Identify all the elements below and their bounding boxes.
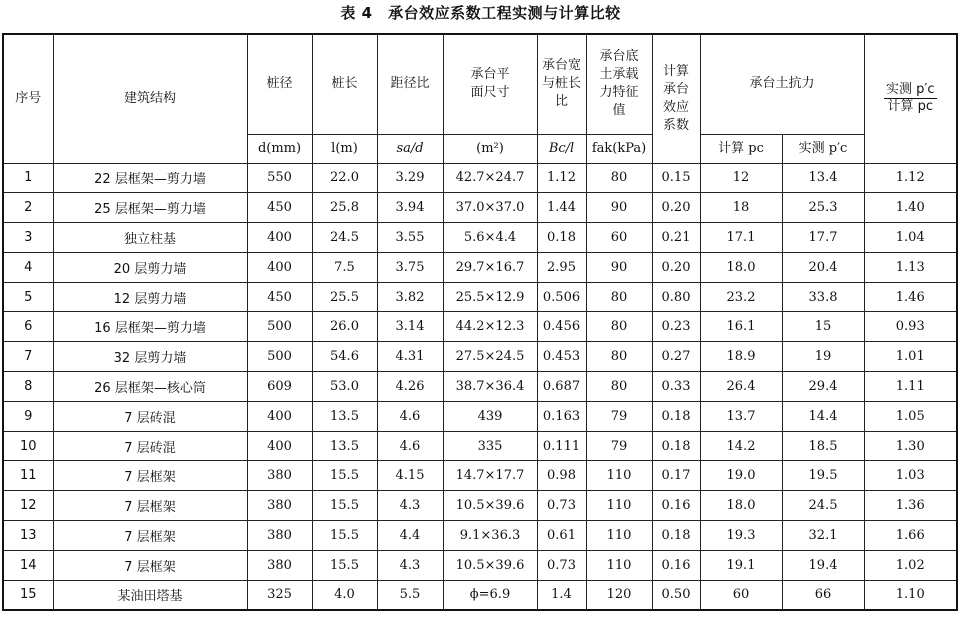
cell-width-ratio: 1.4 xyxy=(537,580,586,610)
cell-ratio: 1.10 xyxy=(864,580,957,610)
table-row xyxy=(3,163,957,193)
table-body xyxy=(3,163,957,610)
header-bearing: 承台底土承载力特征值 xyxy=(586,34,652,134)
cell-pile-length: 26.0 xyxy=(312,312,377,342)
cell-pile-length: 4.0 xyxy=(312,580,377,610)
cell-pile-diameter: 380 xyxy=(247,491,312,521)
cell-meas-pc: 18.5 xyxy=(782,431,864,461)
cell-ratio: 1.46 xyxy=(864,282,957,312)
cell-meas-pc: 19.5 xyxy=(782,461,864,491)
cell-structure: 16 层框架—剪力墙 xyxy=(53,312,247,342)
cell-calc-coef: 0.16 xyxy=(652,491,700,521)
cell-pile-length: 53.0 xyxy=(312,372,377,402)
cell-spacing-ratio: 3.14 xyxy=(377,312,443,342)
cell-structure: 26 层框架—核心筒 xyxy=(53,372,247,402)
cell-width-ratio: 2.95 xyxy=(537,252,586,282)
cell-structure: 7 层框架 xyxy=(53,521,247,551)
unit-cap: (m²) xyxy=(443,134,537,163)
cell-cap-size: 10.5×39.6 xyxy=(443,491,537,521)
cell-structure: 7 层砖混 xyxy=(53,401,247,431)
cell-index: 5 xyxy=(3,282,53,312)
cell-pile-diameter: 325 xyxy=(247,580,312,610)
cell-structure: 独立柱基 xyxy=(53,223,247,253)
cell-index: 10 xyxy=(3,431,53,461)
unit-bc: Bc/l xyxy=(537,134,586,163)
cell-calc-coef: 0.16 xyxy=(652,550,700,580)
cell-calc-coef: 0.18 xyxy=(652,521,700,551)
cell-index: 4 xyxy=(3,252,53,282)
cell-pile-length: 22.0 xyxy=(312,163,377,193)
cell-meas-pc: 13.4 xyxy=(782,163,864,193)
cell-width-ratio: 0.73 xyxy=(537,550,586,580)
cell-bearing: 110 xyxy=(586,461,652,491)
cell-pile-length: 13.5 xyxy=(312,431,377,461)
cell-pile-length: 25.8 xyxy=(312,193,377,223)
cell-width-ratio: 0.163 xyxy=(537,401,586,431)
cell-width-ratio: 1.44 xyxy=(537,193,586,223)
cell-bearing: 110 xyxy=(586,491,652,521)
cell-ratio: 1.04 xyxy=(864,223,957,253)
cell-width-ratio: 0.456 xyxy=(537,312,586,342)
cell-pile-diameter: 500 xyxy=(247,312,312,342)
cell-pile-diameter: 609 xyxy=(247,372,312,402)
table-title: 表 4 承台效应系数工程实测与计算比较 xyxy=(340,4,621,22)
table-row xyxy=(3,521,957,551)
cell-structure: 22 层框架—剪力墙 xyxy=(53,163,247,193)
unit-d: d(mm) xyxy=(247,134,312,163)
cell-structure: 12 层剪力墙 xyxy=(53,282,247,312)
cell-calc-pc: 18 xyxy=(700,193,782,223)
cell-ratio: 1.13 xyxy=(864,252,957,282)
cell-pile-diameter: 400 xyxy=(247,401,312,431)
cell-index: 12 xyxy=(3,491,53,521)
cell-bearing: 80 xyxy=(586,372,652,402)
cell-spacing-ratio: 5.5 xyxy=(377,580,443,610)
cell-calc-pc: 60 xyxy=(700,580,782,610)
cell-spacing-ratio: 4.6 xyxy=(377,431,443,461)
cell-cap-size: 42.7×24.7 xyxy=(443,163,537,193)
cell-calc-coef: 0.23 xyxy=(652,312,700,342)
table-row xyxy=(3,461,957,491)
cell-bearing: 90 xyxy=(586,252,652,282)
cell-calc-coef: 0.33 xyxy=(652,372,700,402)
cell-pile-length: 15.5 xyxy=(312,521,377,551)
cell-calc-pc: 18.0 xyxy=(700,252,782,282)
cell-bearing: 80 xyxy=(586,342,652,372)
table-row xyxy=(3,372,957,402)
cell-calc-coef: 0.17 xyxy=(652,461,700,491)
cell-index: 2 xyxy=(3,193,53,223)
cell-index: 11 xyxy=(3,461,53,491)
cell-spacing-ratio: 4.31 xyxy=(377,342,443,372)
cell-ratio: 1.12 xyxy=(864,163,957,193)
cell-cap-size: 335 xyxy=(443,431,537,461)
cell-calc-coef: 0.21 xyxy=(652,223,700,253)
table-row xyxy=(3,312,957,342)
cell-ratio: 1.66 xyxy=(864,521,957,551)
cell-bearing: 110 xyxy=(586,550,652,580)
cell-index: 1 xyxy=(3,163,53,193)
cell-width-ratio: 0.18 xyxy=(537,223,586,253)
cell-width-ratio: 0.73 xyxy=(537,491,586,521)
cell-ratio: 1.30 xyxy=(864,431,957,461)
header-cap-size: 承台平面尺寸 xyxy=(443,34,537,134)
cell-spacing-ratio: 3.82 xyxy=(377,282,443,312)
cell-bearing: 80 xyxy=(586,163,652,193)
cell-calc-pc: 17.1 xyxy=(700,223,782,253)
cell-calc-coef: 0.80 xyxy=(652,282,700,312)
cell-spacing-ratio: 4.15 xyxy=(377,461,443,491)
table-row xyxy=(3,580,957,610)
table-row xyxy=(3,491,957,521)
cell-cap-size: 38.7×36.4 xyxy=(443,372,537,402)
cell-pile-length: 15.5 xyxy=(312,550,377,580)
cell-calc-pc: 16.1 xyxy=(700,312,782,342)
cell-width-ratio: 0.111 xyxy=(537,431,586,461)
cell-pile-length: 25.5 xyxy=(312,282,377,312)
cell-pile-diameter: 450 xyxy=(247,282,312,312)
cell-cap-size: ϕ=6.9 xyxy=(443,580,537,610)
cell-calc-pc: 23.2 xyxy=(700,282,782,312)
header-ratio xyxy=(864,34,957,163)
cell-index: 9 xyxy=(3,401,53,431)
header-width-ratio: 承台宽与桩长比 xyxy=(537,34,586,134)
cell-calc-pc: 19.1 xyxy=(700,550,782,580)
cell-calc-pc: 12 xyxy=(700,163,782,193)
cell-pile-length: 15.5 xyxy=(312,491,377,521)
cell-calc-pc: 18.0 xyxy=(700,491,782,521)
cell-ratio: 1.01 xyxy=(864,342,957,372)
cell-meas-pc: 15 xyxy=(782,312,864,342)
cell-calc-pc: 19.0 xyxy=(700,461,782,491)
cell-calc-coef: 0.27 xyxy=(652,342,700,372)
cell-spacing-ratio: 4.3 xyxy=(377,550,443,580)
cell-bearing: 120 xyxy=(586,580,652,610)
cell-ratio: 0.93 xyxy=(864,312,957,342)
cell-ratio: 1.40 xyxy=(864,193,957,223)
header-index: 序号 xyxy=(3,34,53,163)
cell-spacing-ratio: 4.6 xyxy=(377,401,443,431)
cell-ratio: 1.36 xyxy=(864,491,957,521)
cell-calc-coef: 0.20 xyxy=(652,252,700,282)
cell-spacing-ratio: 3.94 xyxy=(377,193,443,223)
cell-spacing-ratio: 3.29 xyxy=(377,163,443,193)
cell-calc-pc: 18.9 xyxy=(700,342,782,372)
data-table xyxy=(2,33,958,611)
cell-meas-pc: 19.4 xyxy=(782,550,864,580)
cell-index: 3 xyxy=(3,223,53,253)
cell-structure: 25 层框架—剪力墙 xyxy=(53,193,247,223)
cell-pile-diameter: 380 xyxy=(247,461,312,491)
cell-cap-size: 439 xyxy=(443,401,537,431)
cell-calc-coef: 0.18 xyxy=(652,401,700,431)
cell-index: 14 xyxy=(3,550,53,580)
header-spacing-ratio: 距径比 xyxy=(377,34,443,134)
cell-ratio: 1.11 xyxy=(864,372,957,402)
cell-pile-length: 54.6 xyxy=(312,342,377,372)
cell-meas-pc: 14.4 xyxy=(782,401,864,431)
header-resistance: 承台土抗力 xyxy=(700,34,864,134)
header-pile-diameter: 桩径 xyxy=(247,34,312,134)
cell-pile-diameter: 380 xyxy=(247,550,312,580)
cell-calc-coef: 0.20 xyxy=(652,193,700,223)
cell-index: 8 xyxy=(3,372,53,402)
cell-meas-pc: 17.7 xyxy=(782,223,864,253)
header-calc-coef: 计算承台效应系数 xyxy=(652,34,700,163)
cell-pile-length: 24.5 xyxy=(312,223,377,253)
cell-bearing: 90 xyxy=(586,193,652,223)
cell-structure: 7 层框架 xyxy=(53,491,247,521)
table-row xyxy=(3,193,957,223)
cell-width-ratio: 0.506 xyxy=(537,282,586,312)
cell-calc-coef: 0.18 xyxy=(652,431,700,461)
cell-cap-size: 5.6×4.4 xyxy=(443,223,537,253)
header-calc-pc: 计算 pc xyxy=(700,134,782,163)
cell-pile-diameter: 450 xyxy=(247,193,312,223)
cell-ratio: 1.05 xyxy=(864,401,957,431)
cell-meas-pc: 66 xyxy=(782,580,864,610)
table-row xyxy=(3,282,957,312)
cell-cap-size: 44.2×12.3 xyxy=(443,312,537,342)
cell-pile-diameter: 400 xyxy=(247,431,312,461)
cell-meas-pc: 32.1 xyxy=(782,521,864,551)
cell-pile-length: 15.5 xyxy=(312,461,377,491)
cell-spacing-ratio: 4.3 xyxy=(377,491,443,521)
cell-cap-size: 29.7×16.7 xyxy=(443,252,537,282)
table-row xyxy=(3,223,957,253)
cell-cap-size: 37.0×37.0 xyxy=(443,193,537,223)
cell-structure: 7 层框架 xyxy=(53,550,247,580)
cell-bearing: 80 xyxy=(586,312,652,342)
table-row xyxy=(3,431,957,461)
cell-width-ratio: 0.61 xyxy=(537,521,586,551)
cell-cap-size: 9.1×36.3 xyxy=(443,521,537,551)
cell-pile-diameter: 400 xyxy=(247,223,312,253)
cell-width-ratio: 1.12 xyxy=(537,163,586,193)
cell-cap-size: 10.5×39.6 xyxy=(443,550,537,580)
cell-calc-coef: 0.50 xyxy=(652,580,700,610)
cell-pile-diameter: 380 xyxy=(247,521,312,551)
ratio-numerator: 实测 p′c xyxy=(886,82,935,98)
cell-cap-size: 27.5×24.5 xyxy=(443,342,537,372)
cell-spacing-ratio: 3.75 xyxy=(377,252,443,282)
header-structure: 建筑结构 xyxy=(53,34,247,163)
cell-ratio: 1.02 xyxy=(864,550,957,580)
cell-calc-pc: 14.2 xyxy=(700,431,782,461)
cell-spacing-ratio: 3.55 xyxy=(377,223,443,253)
cell-meas-pc: 29.4 xyxy=(782,372,864,402)
cell-index: 13 xyxy=(3,521,53,551)
header-pile-length: 桩长 xyxy=(312,34,377,134)
cell-index: 7 xyxy=(3,342,53,372)
cell-pile-diameter: 500 xyxy=(247,342,312,372)
cell-structure: 7 层砖混 xyxy=(53,431,247,461)
table-row xyxy=(3,550,957,580)
cell-pile-diameter: 400 xyxy=(247,252,312,282)
cell-cap-size: 14.7×17.7 xyxy=(443,461,537,491)
cell-pile-diameter: 550 xyxy=(247,163,312,193)
cell-width-ratio: 0.687 xyxy=(537,372,586,402)
cell-meas-pc: 25.3 xyxy=(782,193,864,223)
table-row xyxy=(3,252,957,282)
cell-width-ratio: 0.453 xyxy=(537,342,586,372)
cell-calc-pc: 13.7 xyxy=(700,401,782,431)
cell-meas-pc: 19 xyxy=(782,342,864,372)
cell-index: 15 xyxy=(3,580,53,610)
cell-calc-coef: 0.15 xyxy=(652,163,700,193)
cell-width-ratio: 0.98 xyxy=(537,461,586,491)
cell-bearing: 60 xyxy=(586,223,652,253)
cell-bearing: 110 xyxy=(586,521,652,551)
cell-structure: 7 层框架 xyxy=(53,461,247,491)
cell-ratio: 1.03 xyxy=(864,461,957,491)
cell-structure: 某油田塔基 xyxy=(53,580,247,610)
cell-pile-length: 7.5 xyxy=(312,252,377,282)
cell-bearing: 79 xyxy=(586,431,652,461)
unit-l: l(m) xyxy=(312,134,377,163)
ratio-denominator: 计算 pc xyxy=(887,99,934,115)
cell-pile-length: 13.5 xyxy=(312,401,377,431)
cell-calc-pc: 19.3 xyxy=(700,521,782,551)
cell-meas-pc: 24.5 xyxy=(782,491,864,521)
cell-spacing-ratio: 4.26 xyxy=(377,372,443,402)
cell-meas-pc: 20.4 xyxy=(782,252,864,282)
unit-sa: sa/d xyxy=(377,134,443,163)
cell-spacing-ratio: 4.4 xyxy=(377,521,443,551)
table-row xyxy=(3,401,957,431)
table-row xyxy=(3,342,957,372)
ratio-fraction xyxy=(884,82,936,115)
cell-bearing: 79 xyxy=(586,401,652,431)
cell-calc-pc: 26.4 xyxy=(700,372,782,402)
cell-cap-size: 25.5×12.9 xyxy=(443,282,537,312)
cell-bearing: 80 xyxy=(586,282,652,312)
cell-index: 6 xyxy=(3,312,53,342)
cell-meas-pc: 33.8 xyxy=(782,282,864,312)
cell-structure: 20 层剪力墙 xyxy=(53,252,247,282)
cell-structure: 32 层剪力墙 xyxy=(53,342,247,372)
header-row xyxy=(3,34,957,134)
unit-fak: fak(kPa) xyxy=(586,134,652,163)
header-meas-pc: 实测 p′c xyxy=(782,134,864,163)
